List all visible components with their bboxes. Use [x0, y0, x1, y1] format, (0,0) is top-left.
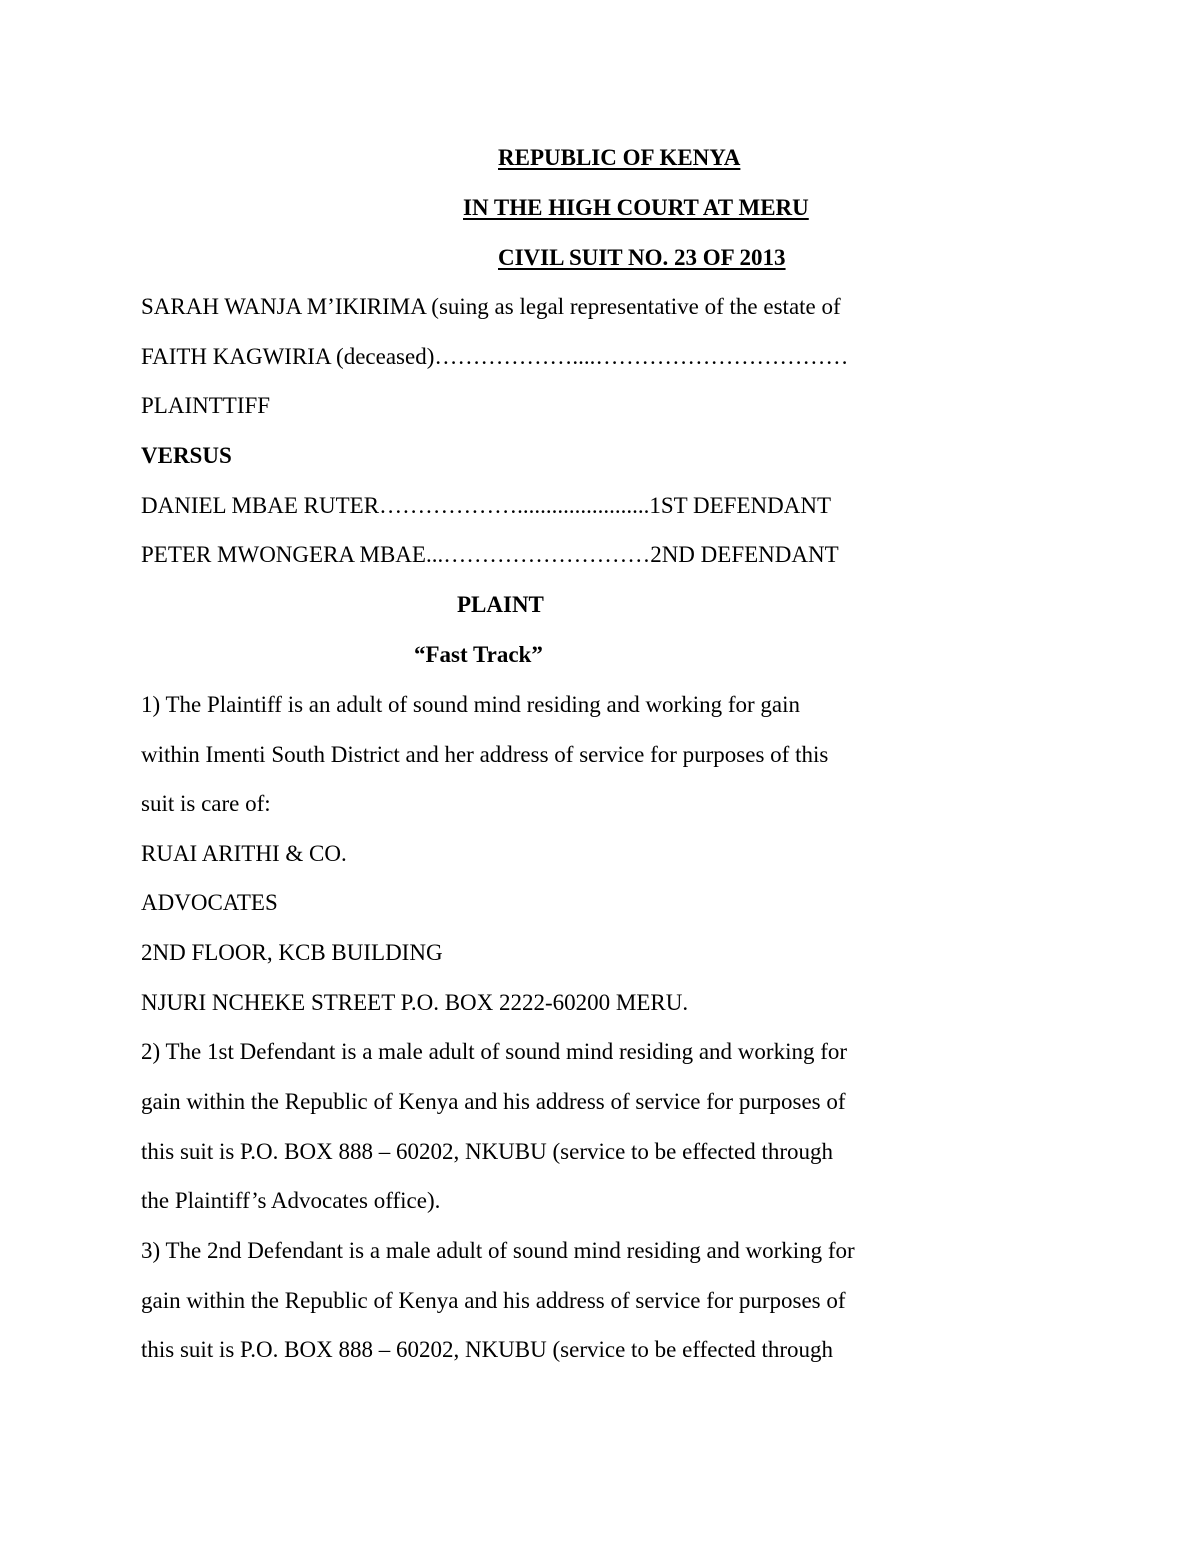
plaint-title: PLAINT	[457, 592, 544, 617]
versus-label: VERSUS	[141, 443, 232, 468]
second-defendant-line: PETER MWONGERA MBAE...………………………2ND DEFENDANT	[141, 542, 839, 567]
paragraph-1-line-3: suit is care of:	[141, 791, 271, 816]
paragraph-2-line-1: 2) The 1st Defendant is a male adult of sound mind residing and working for	[141, 1039, 848, 1064]
address-line-2: ADVOCATES	[141, 890, 278, 915]
heading-court: IN THE HIGH COURT AT MERU	[463, 195, 809, 220]
paragraph-3-line-2: gain within the Republic of Kenya and his address of service for purposes of	[141, 1288, 846, 1313]
plaintiff-line-1: SARAH WANJA M’IKIRIMA (suing as legal representative of the estate of	[141, 294, 841, 319]
heading-republic: REPUBLIC OF KENYA	[498, 145, 741, 170]
plaintiff-line-2: FAITH KAGWIRIA (deceased)………………....……………………………	[141, 344, 849, 369]
paragraph-2-line-3: this suit is P.O. BOX 888 – 60202, NKUBU (service to be effected through	[141, 1139, 834, 1164]
heading-suit-number: CIVIL SUIT NO. 23 OF 2013	[498, 245, 786, 270]
paragraph-3-line-1: 3) The 2nd Defendant is a male adult of sound mind residing and working for	[141, 1238, 855, 1263]
paragraph-2-line-2: gain within the Republic of Kenya and his address of service for purposes of	[141, 1089, 846, 1114]
fast-track-label: “Fast Track”	[414, 642, 543, 667]
paragraph-2-line-4: the Plaintiff’s Advocates office).	[141, 1188, 441, 1213]
paragraph-1-line-2: within Imenti South District and her address of service for purposes of this	[141, 742, 829, 767]
address-line-3: 2ND FLOOR, KCB BUILDING	[141, 940, 443, 965]
address-line-4: NJURI NCHEKE STREET P.O. BOX 2222-60200 MERU.	[141, 990, 689, 1015]
plaintiff-role: PLAINTTIFF	[141, 393, 271, 418]
address-line-1: RUAI ARITHI & CO.	[141, 841, 347, 866]
paragraph-3-line-3: this suit is P.O. BOX 888 – 60202, NKUBU (service to be effected through	[141, 1337, 834, 1362]
first-defendant-line: DANIEL MBAE RUTER……………….......................1ST DEFENDANT	[141, 493, 831, 518]
paragraph-1-line-1: 1) The Plaintiff is an adult of sound mind residing and working for gain	[141, 692, 801, 717]
